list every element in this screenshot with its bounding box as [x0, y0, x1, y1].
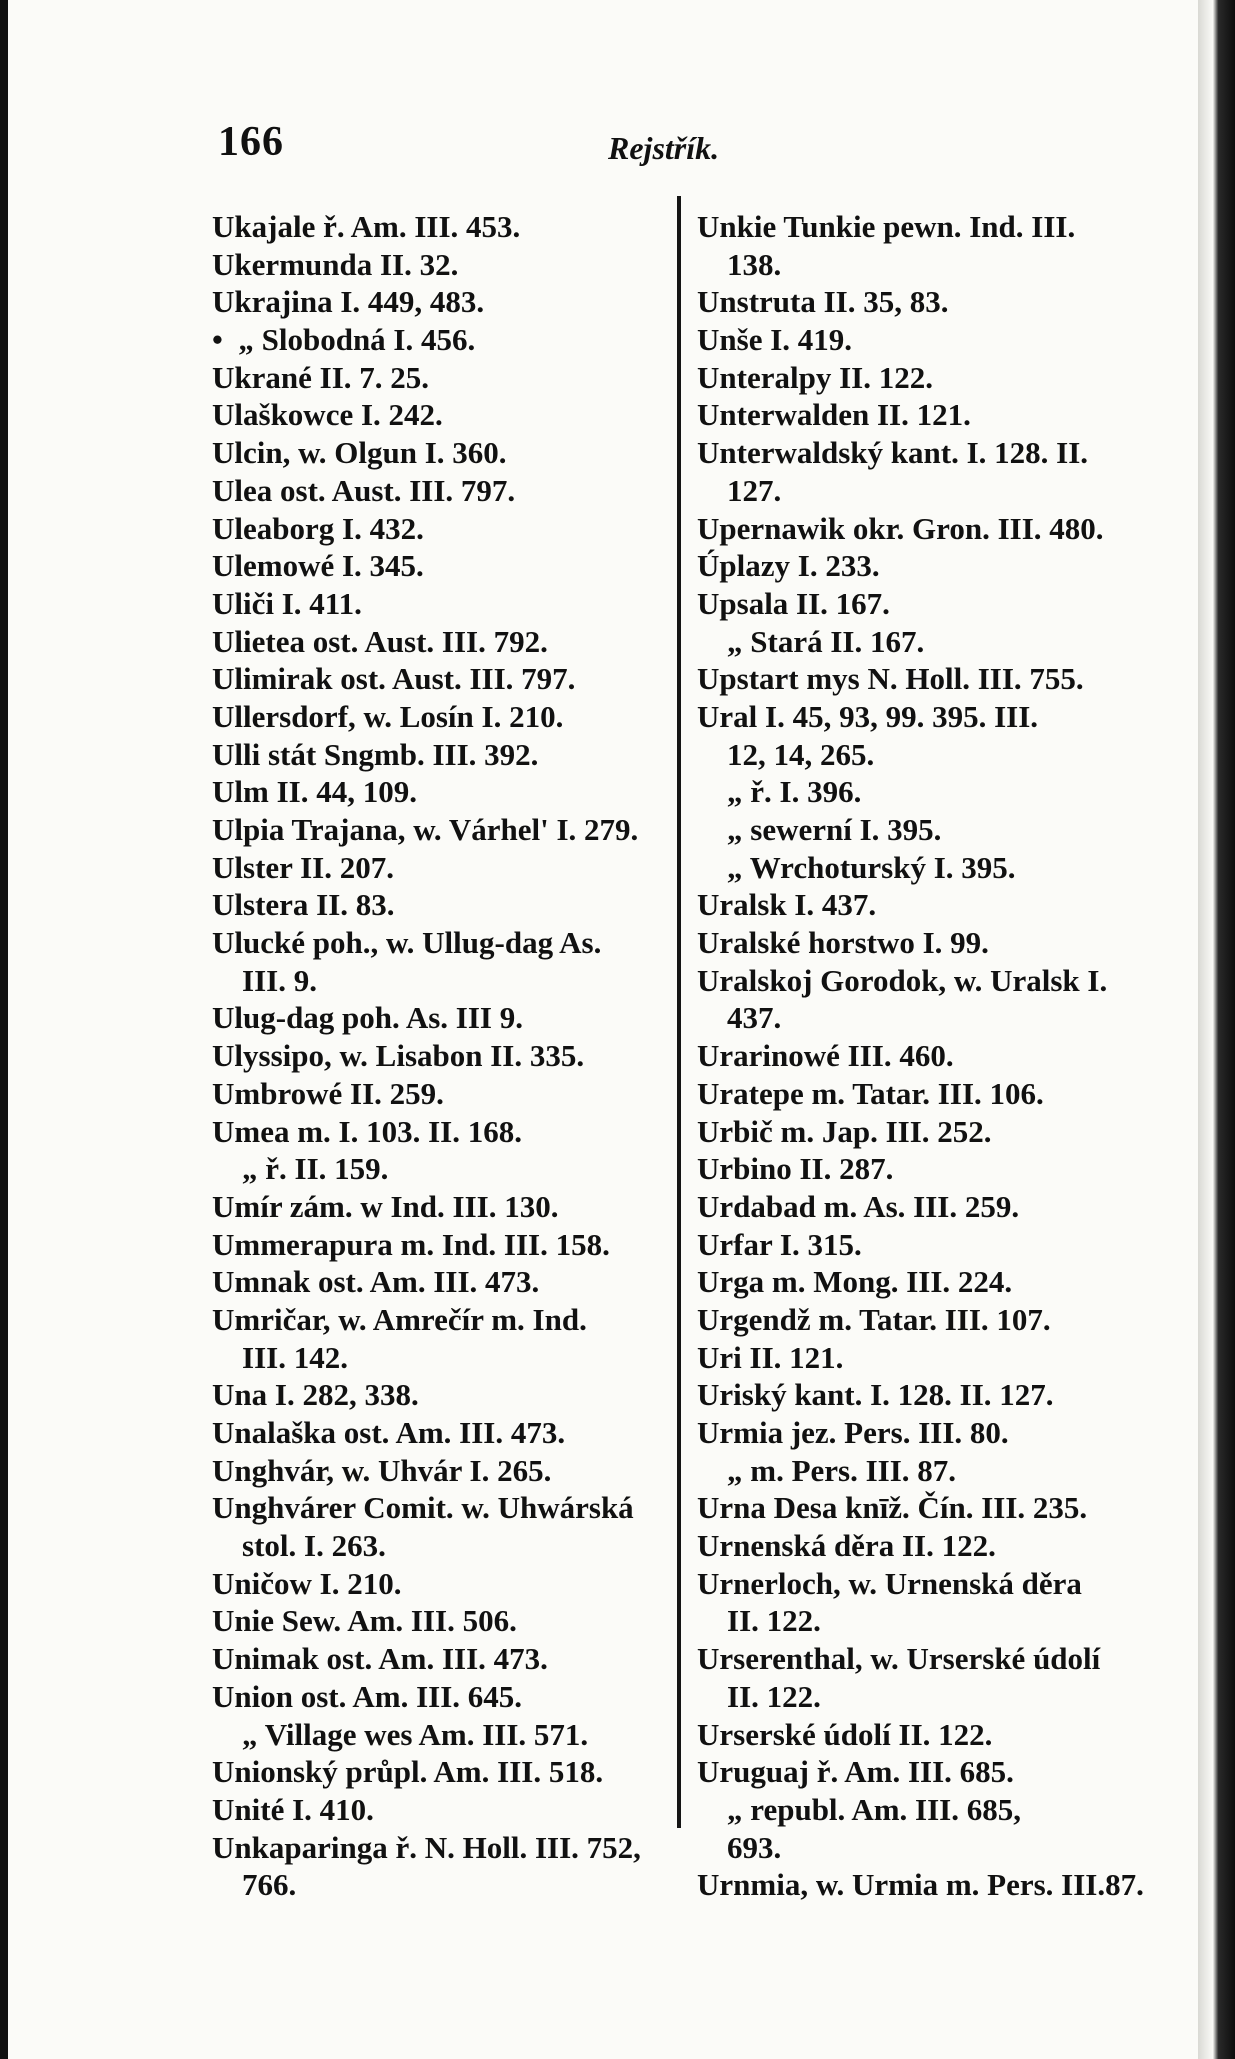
index-entry: Urga m. Mong. III. 224. [697, 1264, 1013, 1300]
index-entry: Ukajale ř. Am. III. 453. [212, 209, 521, 244]
index-entry: 138. [727, 246, 782, 282]
index-entry: Ulster II. 207. [212, 849, 394, 885]
index-entry: Uralsk I. 437. [697, 887, 877, 923]
index-entry: „ sewerní I. 395. [727, 812, 942, 847]
index-entry: „ m. Pers. III. 87. [727, 1452, 957, 1488]
index-entry: Urserské údolí II. 122. [697, 1716, 993, 1752]
index-entry: • „ Slobodná I. 456. [212, 322, 476, 358]
index-entry: Umbrowé II. 259. [212, 1075, 444, 1111]
index-entry: Ulli stát Sngmb. III. 392. [212, 736, 539, 772]
index-entry: Unimak ost. Am. III. 473. [212, 1641, 548, 1677]
index-entry: Ulaškowce I. 242. [212, 397, 443, 433]
index-entry: Unterwaldský kant. I. 128. II. [697, 435, 1089, 471]
index-entry: Urmia jez. Pers. III. 80. [697, 1415, 1009, 1450]
index-entry: Ulm II. 44, 109. [212, 774, 417, 810]
index-entry: Urarinowé III. 460. [697, 1038, 954, 1074]
index-entry: Uriský kant. I. 128. II. 127. [697, 1377, 1054, 1413]
index-entry: 693. [727, 1829, 782, 1865]
index-entry: 437. [727, 1000, 782, 1036]
page-number: 166 [218, 119, 284, 165]
index-entry: Ulucké poh., w. Ullug-dag As. [212, 925, 602, 961]
index-entry: Ulietea ost. Aust. III. 792. [212, 623, 548, 659]
index-entry: „ ř. I. 396. [727, 774, 862, 810]
index-entry: Urnenská děra II. 122. [697, 1528, 996, 1564]
index-entry: Ukermunda II. 32. [212, 246, 459, 282]
index-entry: Uliči I. 411. [212, 585, 362, 621]
index-entry: Urna Desa knīž. Čín. III. 235. [697, 1490, 1088, 1526]
index-entry: Una I. 282, 338. [212, 1377, 419, 1413]
index-entry: Ulcin, w. Olgun I. 360. [212, 435, 507, 471]
index-entry: Ulimirak ost. Aust. III. 797. [212, 661, 576, 697]
index-entry: Unité I. 410. [212, 1791, 374, 1827]
index-entry: Uničow I. 210. [212, 1565, 402, 1601]
index-entry: 127. [727, 472, 782, 508]
index-entry: Upstart mys N. Holl. III. 755. [697, 661, 1084, 697]
index-entry: „ ř. II. 159. [242, 1151, 389, 1187]
index-entry: Ummerapura m. Ind. III. 158. [212, 1226, 610, 1262]
index-entry: Unie Sew. Am. III. 506. [212, 1603, 517, 1639]
index-entry: Union ost. Am. III. 645. [212, 1678, 523, 1714]
index-entry: 766. [242, 1867, 297, 1903]
index-entry: Unstruta II. 35, 83. [697, 284, 949, 320]
index-entry: Uruguaj ř. Am. III. 685. [697, 1754, 1014, 1790]
index-entry: „ Village wes Am. III. 571. [242, 1716, 589, 1752]
column-divider [677, 196, 681, 1828]
index-entry: 12, 14, 265. [727, 736, 875, 772]
index-entry: Ullersdorf, w. Losín I. 210. [212, 698, 564, 734]
index-entry: Ulstera II. 83. [212, 887, 395, 923]
index-entry: Ulyssipo, w. Lisabon II. 335. [212, 1038, 585, 1074]
index-entry: Upsala II. 167. [697, 585, 890, 621]
index-entry: Ulug-dag poh. As. III 9. [212, 1000, 523, 1036]
index-entry: Ulpia Trajana, w. Várhel' I. 279. [212, 812, 639, 847]
index-entry: Unghvár, w. Uhvár I. 265. [212, 1452, 552, 1488]
page-title: Rejstřík. [608, 130, 720, 166]
index-entry: III. 142. [242, 1339, 348, 1375]
index-column-right [697, 208, 1167, 1904]
index-entry: Ulemowé I. 345. [212, 548, 424, 584]
index-entry: Umír zám. w Ind. III. 130. [212, 1188, 559, 1224]
index-entry: Unkaparinga ř. N. Holl. III. 752, [212, 1829, 641, 1865]
index-entry: Unkie Tunkie pewn. Ind. III. [697, 209, 1076, 244]
index-entry: Urbino II. 287. [697, 1151, 894, 1187]
index-entry: Urgendž m. Tatar. III. 107. [697, 1301, 1051, 1337]
index-entry: „ Wrchoturský I. 395. [727, 849, 1016, 885]
index-entry: Unalaška ost. Am. III. 473. [212, 1415, 566, 1450]
index-entry: Urnerloch, w. Urnenská děra [697, 1565, 1082, 1601]
index-entry: II. 122. [727, 1678, 821, 1714]
index-entry: Upernawik okr. Gron. III. 480. [697, 510, 1104, 546]
index-entry: Uralské horstwo I. 99. [697, 925, 989, 961]
index-entry: „ Stará II. 167. [727, 623, 925, 659]
index-entry: Uralskoj Gorodok, w. Uralsk I. [697, 962, 1108, 998]
index-entry: Ulea ost. Aust. III. 797. [212, 472, 516, 508]
index-entry: „ republ. Am. III. 685, [727, 1791, 1021, 1827]
index-entry: III. 9. [242, 962, 317, 998]
index-entry: stol. I. 263. [242, 1528, 386, 1564]
index-column-left [212, 208, 667, 1904]
index-entry: Ukrané II. 7. 25. [212, 359, 430, 395]
index-entry: Umnak ost. Am. III. 473. [212, 1264, 540, 1300]
index-entry: Unterwalden II. 121. [697, 397, 971, 433]
index-entry: Uri II. 121. [697, 1339, 844, 1375]
index-entry: Unše I. 419. [697, 322, 853, 358]
index-entry: Urnmia, w. Urmia m. Pers. III.87. [697, 1867, 1144, 1903]
index-entry: Unionský průpl. Am. III. 518. [212, 1754, 604, 1790]
index-entry: Urbič m. Jap. III. 252. [697, 1113, 992, 1149]
index-entry: Urserenthal, w. Urserské údolí [697, 1641, 1101, 1677]
index-entry: Uleaborg I. 432. [212, 510, 424, 546]
index-entry: Uratepe m. Tatar. III. 106. [697, 1075, 1044, 1111]
index-entry: Urfar I. 315. [697, 1226, 862, 1262]
index-entry: II. 122. [727, 1603, 821, 1639]
index-entry: Ural I. 45, 93, 99. 395. III. [697, 698, 1039, 734]
page-edge-shadow [1198, 0, 1235, 2059]
index-entry: Umričar, w. Amrečír m. Ind. [212, 1301, 587, 1337]
index-entry: Úplazy I. 233. [697, 548, 880, 584]
index-entry: Umea m. I. 103. II. 168. [212, 1113, 522, 1149]
index-entry: Unteralpy II. 122. [697, 359, 933, 395]
index-entry: Urdabad m. As. III. 259. [697, 1188, 1020, 1224]
index-entry: Unghvárer Comit. w. Uhwárská [212, 1490, 634, 1526]
index-entry: Ukrajina I. 449, 483. [212, 284, 485, 320]
